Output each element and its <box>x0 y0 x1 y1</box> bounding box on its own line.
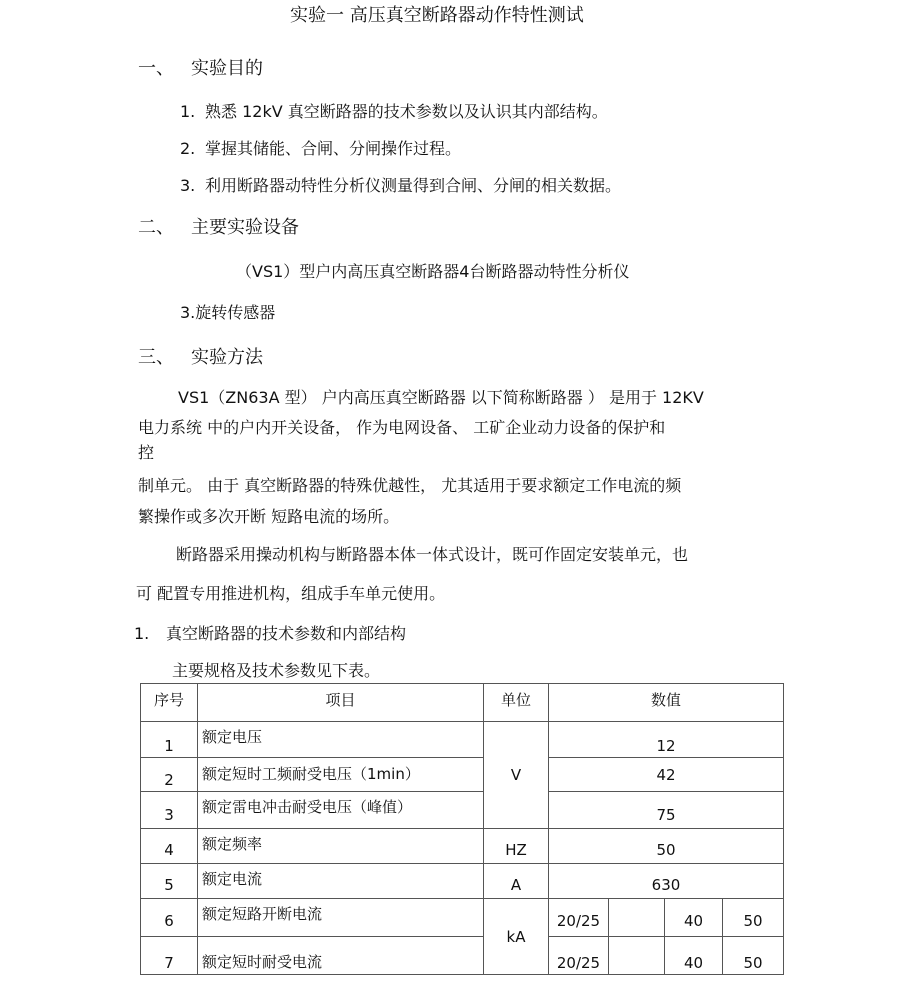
cell-unit: V <box>484 722 549 829</box>
cell-value: 12 <box>549 722 784 758</box>
header-cell-value: 数值 <box>549 684 784 722</box>
cell-unit: A <box>484 864 549 899</box>
table-row <box>141 829 784 864</box>
cell-value: 50 <box>549 829 784 864</box>
cell-item: 额定短时耐受电流 <box>198 937 484 975</box>
list-item-text: 熟悉 12kV 真空断路器的技术参数以及认识其内部结构。 <box>205 102 608 121</box>
cell-no: 7 <box>141 937 198 975</box>
cell-item: 额定短路开断电流 <box>198 899 484 937</box>
equipment-line-sensor: 3.旋转传感器 <box>180 303 276 322</box>
cell-item: 额定雷电冲击耐受电压（峰值） <box>198 792 484 829</box>
equipment-line: （VS1）型户内高压真空断路器4台断路器动特性分析仪 <box>236 262 630 281</box>
table-row <box>141 899 784 937</box>
cell-no: 5 <box>141 864 198 899</box>
cell-value: 75 <box>549 792 784 829</box>
paragraph-line: 可 配置专用推进机构，组成手车单元使用。 <box>136 584 446 603</box>
list-item-text: 掌握其储能、合闸、分闸操作过程。 <box>205 139 462 158</box>
cell-no: 3 <box>141 792 198 829</box>
list-item <box>180 104 608 120</box>
cell-value: 630 <box>549 864 784 899</box>
section-1-heading: 实验目的 <box>191 58 263 79</box>
table-row <box>141 758 784 792</box>
cell-value: 50 <box>723 937 784 975</box>
cell-item: 额定频率 <box>198 829 484 864</box>
spec-table <box>140 683 784 975</box>
section-2-number: 二、 <box>138 217 174 238</box>
cell-no: 2 <box>141 758 198 792</box>
cell-value: 20/25 <box>549 937 609 975</box>
table-row <box>141 864 784 899</box>
cell-value: 20/25 <box>549 899 609 937</box>
cell-item: 额定电流 <box>198 864 484 899</box>
cell-unit: HZ <box>484 829 549 864</box>
header-cell-item: 项目 <box>198 684 484 722</box>
section-1-number: 一、 <box>138 58 174 79</box>
table-row <box>141 937 784 975</box>
paragraph-line: 制单元。 由于 真空断路器的特殊优越性， 尤其适用于要求额定工作电流的频 <box>138 476 682 495</box>
document-title: 实验一 高压真空断路器动作特性测试 <box>290 5 584 26</box>
cell-no: 4 <box>141 829 198 864</box>
paragraph-line: 繁操作或多次开断 短路电流的场所。 <box>138 507 400 526</box>
section-2-heading: 主要实验设备 <box>191 217 299 238</box>
header-cell-unit: 单位 <box>484 684 549 722</box>
paragraph-line: 控 <box>138 443 155 462</box>
cell-value: 42 <box>549 758 784 792</box>
paragraph-line: VS1（ZN63A 型） 户内高压真空断路器 以下简称断路器 ） 是用于 12KV <box>178 388 704 407</box>
list-item-number: 1. <box>180 102 196 121</box>
paragraph-line: 电力系统 中的户内开关设备， 作为电网设备、 工矿企业动力设备的保护和 <box>138 418 666 437</box>
cell-unit: kA <box>484 899 549 975</box>
section-3-heading: 实验方法 <box>191 347 263 368</box>
cell-item: 额定电压 <box>198 722 484 758</box>
table-intro: 主要规格及技术参数见下表。 <box>172 661 381 680</box>
table-row <box>141 722 784 758</box>
cell-no: 1 <box>141 722 198 758</box>
cell-value: 40 <box>665 899 723 937</box>
cell-value <box>609 899 665 937</box>
cell-value: 50 <box>723 899 784 937</box>
list-item-number: 2. <box>180 139 196 158</box>
table-header-row <box>141 684 784 722</box>
list-item <box>180 141 461 157</box>
list-item <box>180 178 621 194</box>
paragraph-line: 断路器采用操动机构与断路器本体一体式设计，既可作固定安装单元，也 <box>176 545 689 564</box>
cell-item: 额定短时工频耐受电压（1min） <box>198 758 484 792</box>
list-item-text: 利用断路器动特性分析仪测量得到合闸、分闸的相关数据。 <box>205 176 622 195</box>
subsection-heading: 真空断路器的技术参数和内部结构 <box>166 624 407 643</box>
section-3-number: 三、 <box>138 347 174 368</box>
header-cell-no: 序号 <box>141 684 198 722</box>
cell-value: 40 <box>665 937 723 975</box>
cell-value <box>609 937 665 975</box>
list-item-number: 3. <box>180 176 196 195</box>
subsection-number: 1. <box>134 624 150 643</box>
cell-no: 6 <box>141 899 198 937</box>
table-row <box>141 792 784 829</box>
